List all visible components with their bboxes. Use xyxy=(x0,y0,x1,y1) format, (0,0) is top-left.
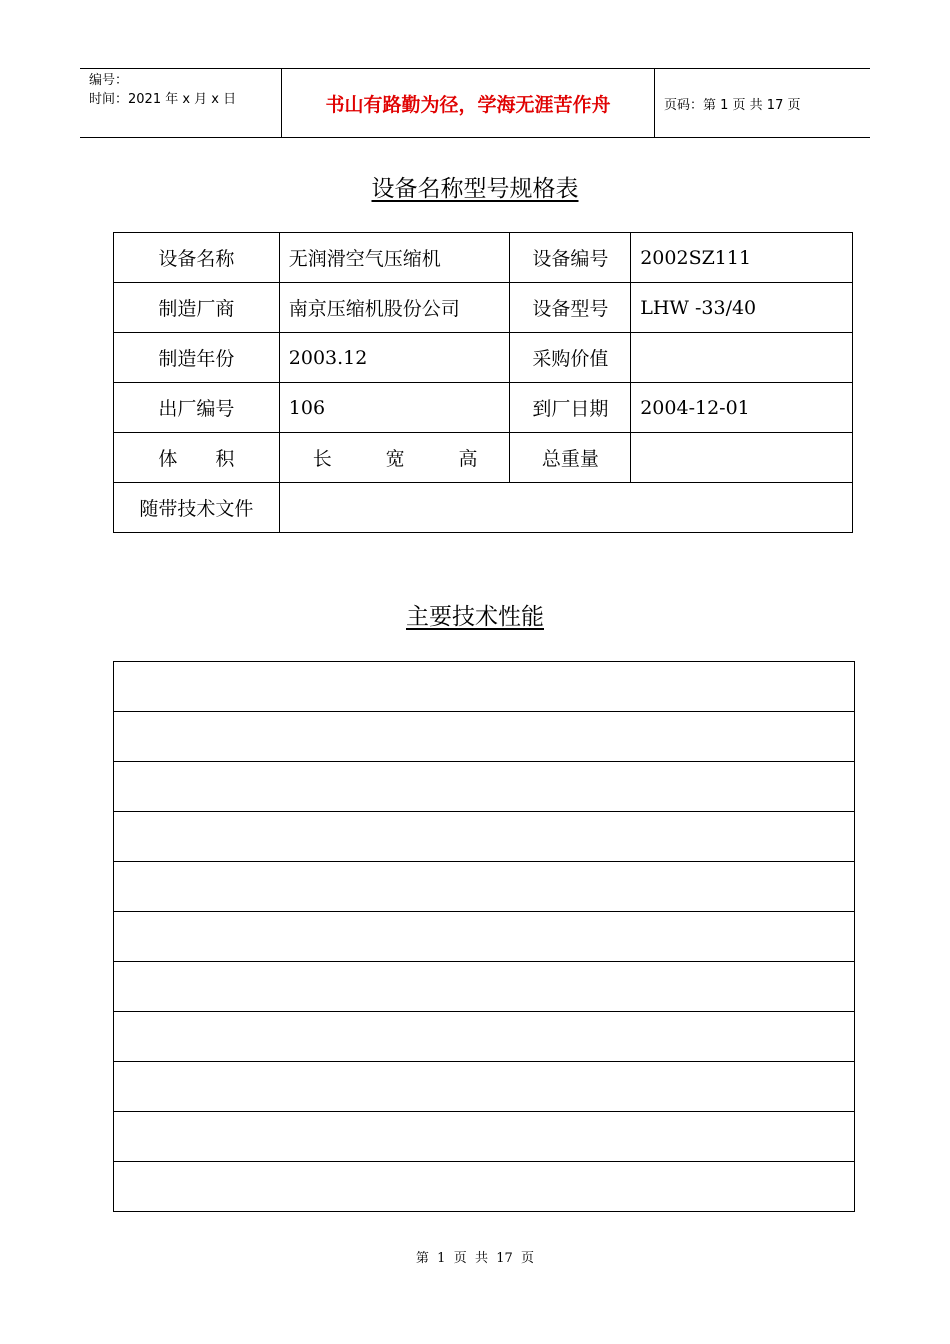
perf-title xyxy=(0,598,950,631)
table-row xyxy=(114,233,853,283)
spec-label: 到厂日期 xyxy=(510,383,631,433)
page-header xyxy=(80,68,870,138)
header-meta xyxy=(80,69,282,137)
spec-value: 106 xyxy=(279,383,510,433)
spec-title-text: 设备名称型号规格表 xyxy=(371,176,579,202)
perf-cell xyxy=(114,1012,855,1062)
perf-cell xyxy=(114,712,855,762)
width-label: 宽 xyxy=(385,448,405,470)
perf-cell xyxy=(114,962,855,1012)
weight-value xyxy=(631,433,853,483)
spec-value: 2003.12 xyxy=(279,333,510,383)
spec-label: 制造厂商 xyxy=(114,283,280,333)
page-footer: 第 1 页 共 17 页 xyxy=(415,1251,535,1266)
table-row xyxy=(114,483,853,533)
table-row xyxy=(114,383,853,433)
spec-label: 设备名称 xyxy=(114,233,280,283)
spec-value: 南京压缩机股份公司 xyxy=(279,283,510,333)
table-row xyxy=(114,912,855,962)
table-row xyxy=(114,712,855,762)
spec-value: 无润滑空气压缩机 xyxy=(279,233,510,283)
volume-label: 体 积 xyxy=(114,433,280,483)
spec-value: LHW -33/40 xyxy=(631,283,853,333)
length-label: 长 xyxy=(312,448,332,470)
perf-cell xyxy=(114,912,855,962)
spec-title xyxy=(0,170,950,203)
table-row xyxy=(114,962,855,1012)
table-row xyxy=(114,662,855,712)
table-row xyxy=(114,433,853,483)
table-row xyxy=(114,862,855,912)
header-page-info: 页码：第 1 页 共 17 页 xyxy=(664,97,801,113)
spec-label: 采购价值 xyxy=(510,333,631,383)
table-row xyxy=(114,762,855,812)
spec-label: 制造年份 xyxy=(114,333,280,383)
perf-cell xyxy=(114,662,855,712)
number-label: 编号： xyxy=(89,73,129,88)
spec-label: 设备型号 xyxy=(510,283,631,333)
table-row xyxy=(114,1162,855,1212)
spec-value: 2004-12-01 xyxy=(631,383,853,433)
docs-label: 随带技术文件 xyxy=(114,483,280,533)
spec-table xyxy=(113,232,853,533)
table-row xyxy=(114,1012,855,1062)
height-label: 高 xyxy=(458,448,478,470)
time-line: 时间：2021 年 x 月 x 日 xyxy=(89,92,237,107)
header-motto: 书山有路勤为径，学海无涯苦作舟 xyxy=(282,69,655,137)
table-row xyxy=(114,283,853,333)
spec-label: 出厂编号 xyxy=(114,383,280,433)
spec-value: 2002SZ111 xyxy=(631,233,853,283)
perf-cell xyxy=(114,1112,855,1162)
weight-label: 总重量 xyxy=(510,433,631,483)
table-row xyxy=(114,1062,855,1112)
perf-table xyxy=(113,661,855,1212)
perf-cell xyxy=(114,812,855,862)
docs-value xyxy=(279,483,852,533)
perf-cell xyxy=(114,1062,855,1112)
perf-cell xyxy=(114,762,855,812)
perf-cell xyxy=(114,1162,855,1212)
perf-cell xyxy=(114,862,855,912)
table-row xyxy=(114,812,855,862)
spec-value xyxy=(631,333,853,383)
perf-title-text: 主要技术性能 xyxy=(406,604,544,630)
spec-label: 设备编号 xyxy=(510,233,631,283)
table-row xyxy=(114,333,853,383)
dimensions-cell xyxy=(279,433,510,483)
table-row xyxy=(114,1112,855,1162)
